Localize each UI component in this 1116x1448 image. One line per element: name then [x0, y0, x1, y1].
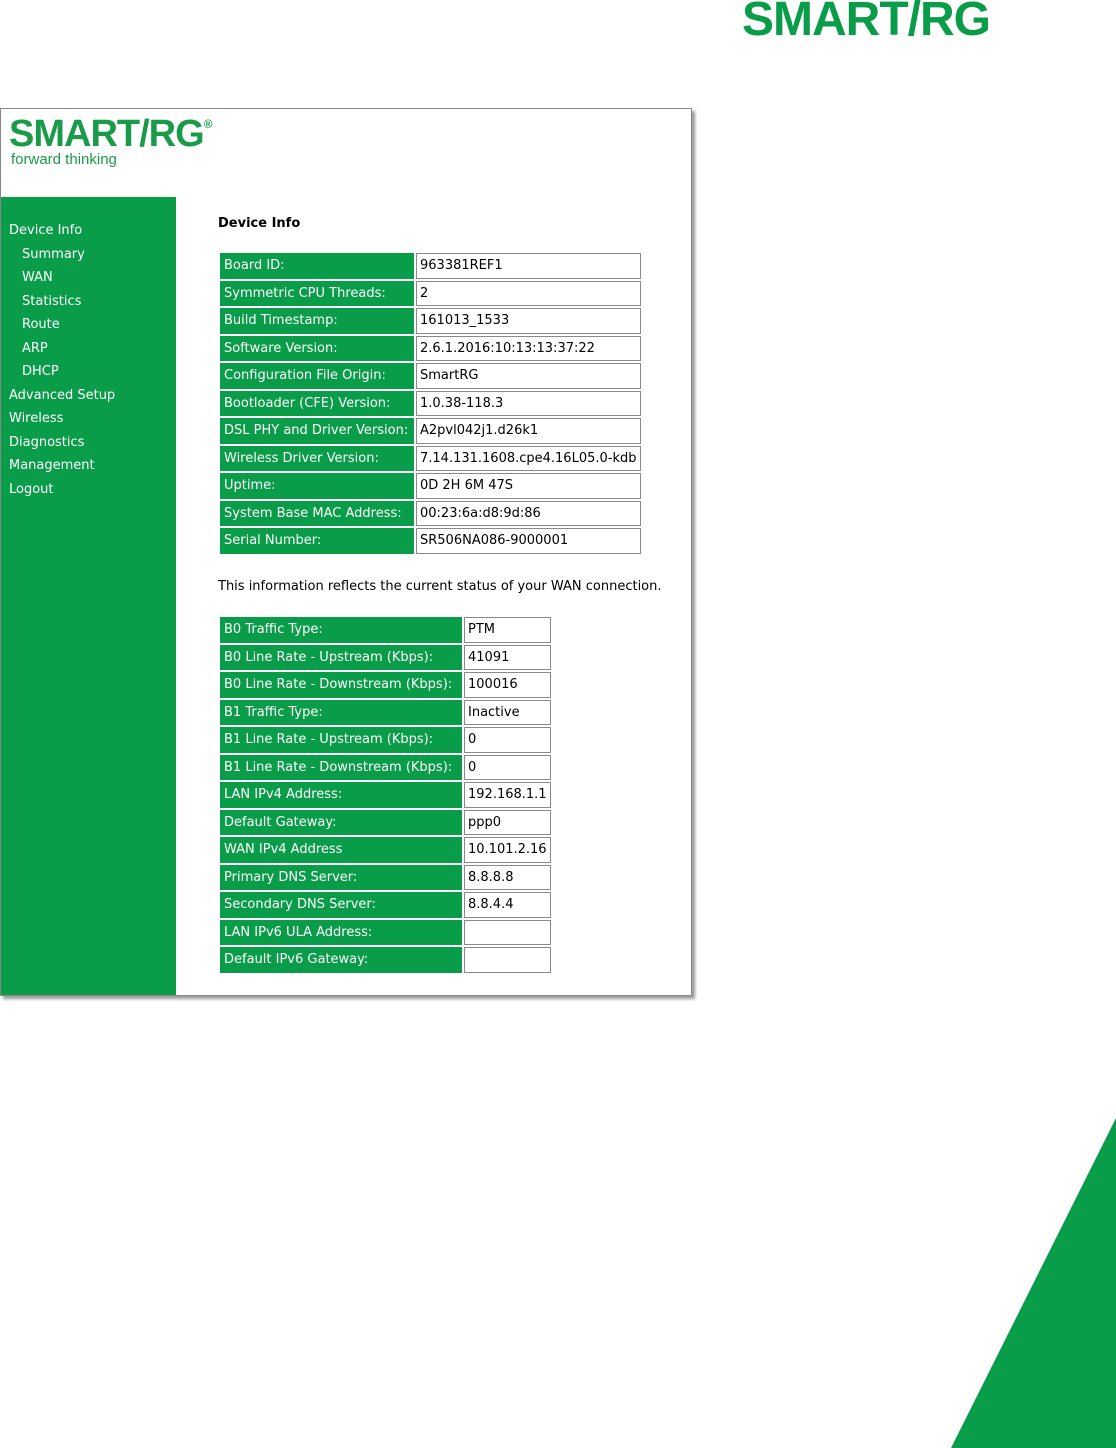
row-value: [464, 920, 551, 946]
corner-wedge-graphic: [951, 1118, 1116, 1448]
wan-status-note: This information reflects the current status of your WAN connection.: [218, 579, 662, 594]
row-value: 963381REF1: [416, 253, 641, 279]
smartrg-logo[interactable]: [9, 113, 212, 156]
table-row: [220, 645, 551, 671]
table-row: [220, 700, 551, 726]
row-value: 161013_1533: [416, 308, 641, 334]
row-value: 1.0.38-118.3: [416, 391, 641, 417]
row-label: Board ID:: [220, 253, 414, 279]
row-label: Build Timestamp:: [220, 308, 414, 334]
table-row: [220, 308, 641, 334]
router-header: [1, 109, 691, 197]
table-row: [220, 672, 551, 698]
row-value: SmartRG: [416, 363, 641, 389]
sidebar-item-diagnostics[interactable]: Diagnostics: [9, 434, 85, 450]
logo-tagline: forward thinking: [11, 151, 117, 168]
row-value: 192.168.1.1: [464, 782, 551, 808]
row-value: 0: [464, 727, 551, 753]
router-ui-frame: [0, 108, 692, 996]
row-value: 10.101.2.16: [464, 837, 551, 863]
page-title: Device Info: [218, 216, 301, 231]
sidebar-item-statistics[interactable]: Statistics: [22, 293, 82, 309]
row-value: 100016: [464, 672, 551, 698]
row-value: 2.6.1.2016:10:13:13:37:22: [416, 336, 641, 362]
row-label: Uptime:: [220, 473, 414, 499]
row-label: System Base MAC Address:: [220, 501, 414, 527]
row-value: 41091: [464, 645, 551, 671]
sidebar-item-advanced-setup[interactable]: Advanced Setup: [9, 387, 116, 403]
row-label: Symmetric CPU Threads:: [220, 281, 414, 307]
logo-text: SMART/RG: [9, 113, 204, 155]
row-value: PTM: [464, 617, 551, 643]
table-row: [220, 727, 551, 753]
row-label: Wireless Driver Version:: [220, 446, 414, 472]
row-label: B1 Line Rate - Upstream (Kbps):: [220, 727, 462, 753]
table-row: [220, 617, 551, 643]
page-brand-logo: SMART/RG: [742, 0, 990, 46]
row-label: Bootloader (CFE) Version:: [220, 391, 414, 417]
row-label: Primary DNS Server:: [220, 865, 462, 891]
sidebar-item-route[interactable]: Route: [22, 317, 60, 332]
table-row: [220, 920, 551, 946]
row-value: [464, 947, 551, 973]
row-label: B0 Traffic Type:: [220, 617, 462, 643]
table-row: [220, 810, 551, 836]
table-row: [220, 865, 551, 891]
row-value: 2: [416, 281, 641, 307]
table-row: [220, 363, 641, 389]
row-value: SR506NA086-9000001: [416, 528, 641, 554]
table-row: [220, 473, 641, 499]
row-value: ppp0: [464, 810, 551, 836]
row-label: B1 Traffic Type:: [220, 700, 462, 726]
sidebar-item-logout[interactable]: Logout: [9, 481, 54, 497]
table-row: [220, 528, 641, 554]
sidebar-item-management[interactable]: Management: [9, 458, 95, 473]
row-label: Default Gateway:: [220, 810, 462, 836]
sidebar-nav: [1, 197, 176, 995]
table-row: [220, 336, 641, 362]
device-info-table: [218, 251, 643, 556]
row-label: LAN IPv6 ULA Address:: [220, 920, 462, 946]
table-row: [220, 892, 551, 918]
row-label: WAN IPv4 Address: [220, 837, 462, 863]
row-value: 7.14.131.1608.cpe4.16L05.0-kdb: [416, 446, 641, 472]
row-label: Serial Number:: [220, 528, 414, 554]
sidebar-item-summary[interactable]: Summary: [22, 246, 85, 262]
row-value: 0D 2H 6M 47S: [416, 473, 641, 499]
table-row: [220, 782, 551, 808]
table-row: [220, 446, 641, 472]
table-row: [220, 418, 641, 444]
nav-list: [9, 219, 115, 501]
table-row: [220, 391, 641, 417]
row-label: LAN IPv4 Address:: [220, 782, 462, 808]
table-row: [220, 947, 551, 973]
logo-registered-mark: ®: [203, 117, 212, 131]
table-row: [220, 253, 641, 279]
sidebar-item-arp[interactable]: ARP: [22, 340, 48, 356]
table-row: [220, 755, 551, 781]
table-row: [220, 281, 641, 307]
wan-status-table: [218, 615, 553, 975]
sidebar-item-wan[interactable]: WAN: [22, 270, 53, 285]
main-content: [218, 215, 688, 968]
row-label: DSL PHY and Driver Version:: [220, 418, 414, 444]
row-label: Secondary DNS Server:: [220, 892, 462, 918]
row-label: B0 Line Rate - Downstream (Kbps):: [220, 672, 462, 698]
table-row: [220, 837, 551, 863]
row-value: 8.8.4.4: [464, 892, 551, 918]
row-value: A2pvl042j1.d26k1: [416, 418, 641, 444]
row-label: B1 Line Rate - Downstream (Kbps):: [220, 755, 462, 781]
row-value: 0: [464, 755, 551, 781]
row-value: Inactive: [464, 700, 551, 726]
row-label: Configuration File Origin:: [220, 363, 414, 389]
row-value: 00:23:6a:d8:9d:86: [416, 501, 641, 527]
row-label: B0 Line Rate - Upstream (Kbps):: [220, 645, 462, 671]
row-value: 8.8.8.8: [464, 865, 551, 891]
sidebar-item-wireless[interactable]: Wireless: [9, 411, 64, 426]
table-row: [220, 501, 641, 527]
sidebar-item-dhcp[interactable]: DHCP: [22, 364, 59, 379]
row-label: Software Version:: [220, 336, 414, 362]
sidebar-item-device-info[interactable]: Device Info: [9, 223, 83, 238]
row-label: Default IPv6 Gateway:: [220, 947, 462, 973]
